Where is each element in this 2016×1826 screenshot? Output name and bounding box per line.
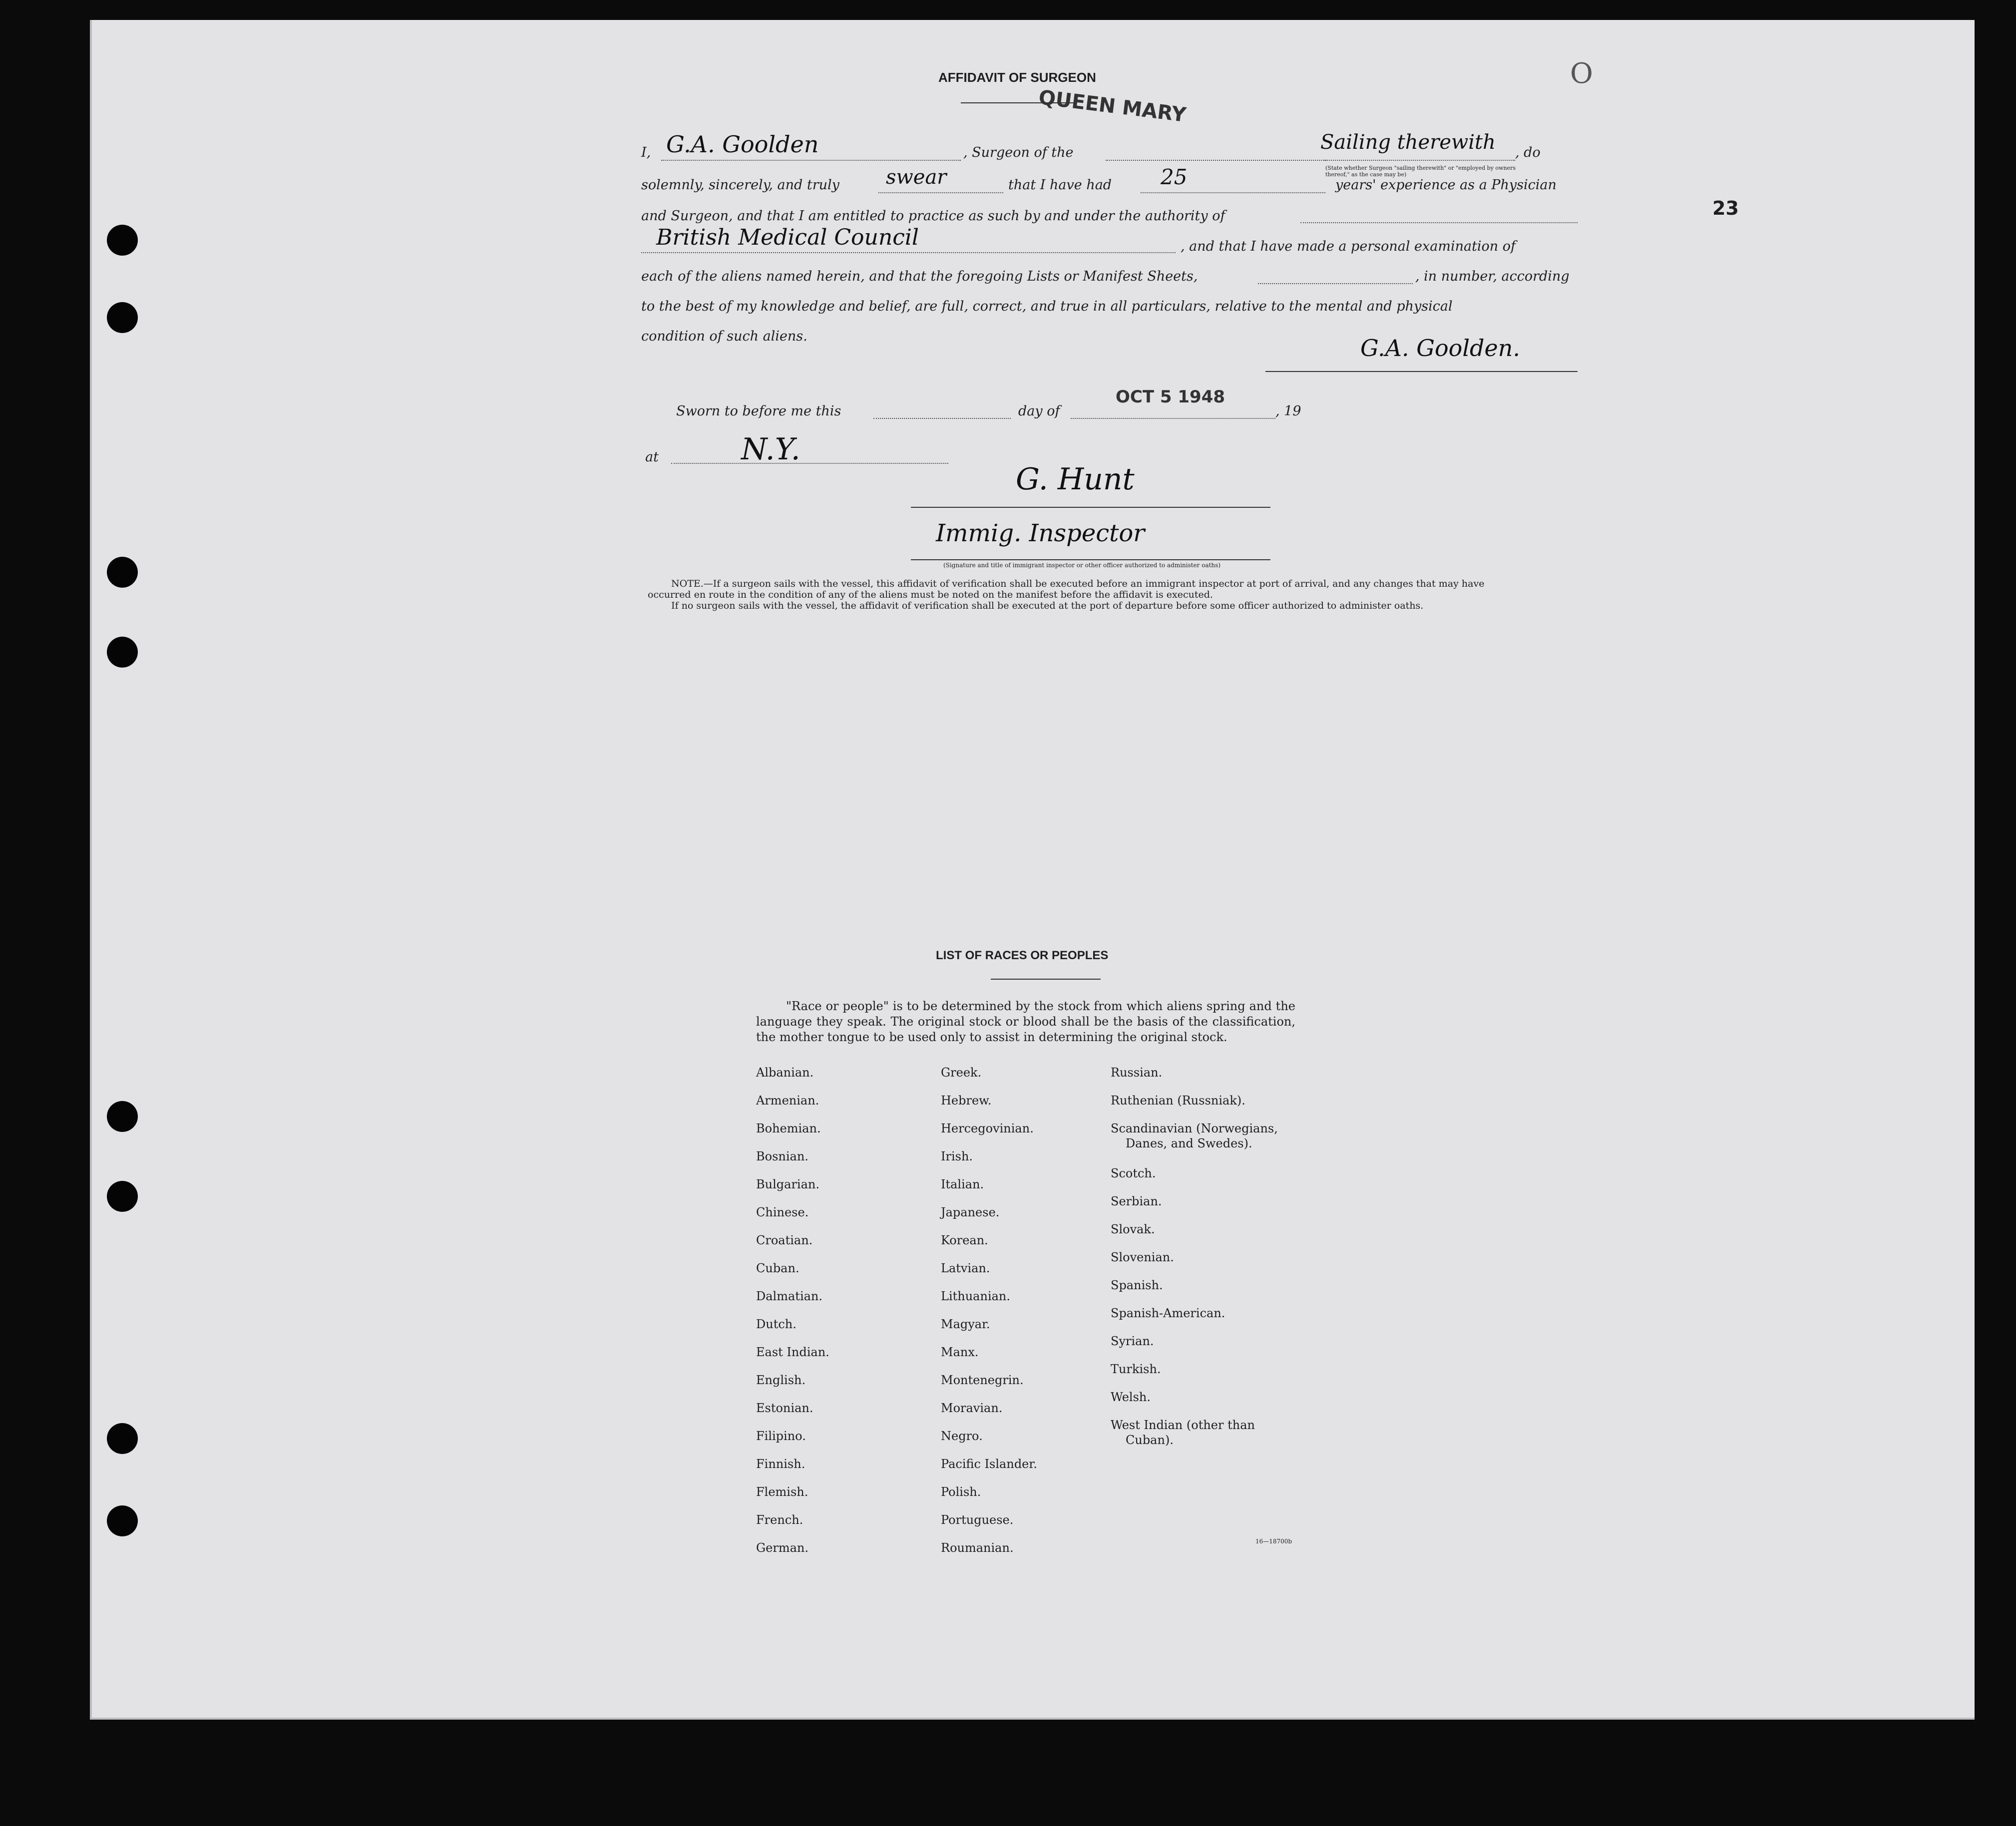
race-item: Flemish. bbox=[756, 1485, 808, 1499]
form-number: 16—18700b bbox=[1255, 1538, 1292, 1545]
oath-field bbox=[878, 192, 1003, 193]
race-item: Spanish-American. bbox=[1111, 1306, 1225, 1320]
race-item-line: Scandinavian (Norwegians, bbox=[1111, 1121, 1278, 1135]
corner-mark: O bbox=[1570, 57, 1593, 90]
race-item: Finnish. bbox=[756, 1457, 806, 1471]
race-item-line: Danes, and Swedes). bbox=[1126, 1136, 1252, 1150]
race-item: Filipino. bbox=[756, 1429, 806, 1443]
officer-signature: G. Hunt bbox=[1016, 462, 1135, 497]
authority-value: British Medical Council bbox=[656, 225, 919, 250]
race-item: Polish. bbox=[941, 1485, 981, 1499]
surgeon-name-field bbox=[661, 160, 961, 161]
status-field bbox=[1325, 160, 1515, 161]
races-column-3 bbox=[1111, 1059, 1278, 1448]
punch-hole bbox=[107, 1101, 138, 1132]
oath-word: swear bbox=[886, 166, 947, 189]
race-item: Montenegrin. bbox=[941, 1373, 1024, 1387]
line2-a: solemnly, sincerely, and truly bbox=[641, 177, 839, 193]
race-item: Japanese. bbox=[941, 1205, 1000, 1219]
line1-mid: , Surgeon of the bbox=[963, 145, 1074, 160]
race-item: Moravian. bbox=[941, 1401, 1003, 1415]
race-item: Slovak. bbox=[1111, 1222, 1155, 1236]
document-page bbox=[90, 20, 1975, 1720]
line6: to the best of my knowledge and belief, are full, correct, and true in all particulars, relative to the mental and physical bbox=[641, 299, 1453, 314]
officer-title: Immig. Inspector bbox=[936, 519, 1145, 547]
race-item: English. bbox=[756, 1373, 806, 1387]
race-item: Spanish. bbox=[1111, 1278, 1163, 1292]
surgeon-signature: G.A. Goolden. bbox=[1360, 335, 1520, 362]
races-title-rule bbox=[991, 979, 1101, 980]
line1-end: , do bbox=[1515, 145, 1541, 160]
punch-hole bbox=[107, 302, 138, 333]
race-item: Slovenian. bbox=[1111, 1250, 1174, 1264]
races-column-1 bbox=[756, 1059, 829, 1562]
surgeon-status: Sailing therewith bbox=[1320, 131, 1496, 154]
race-item: Bulgarian. bbox=[756, 1177, 819, 1191]
note-line1 bbox=[671, 578, 1484, 589]
race-item: Estonian. bbox=[756, 1401, 813, 1415]
line1-prefix: I, bbox=[641, 145, 651, 160]
punch-hole bbox=[107, 557, 138, 588]
race-item: German. bbox=[756, 1541, 808, 1555]
race-item: Syrian. bbox=[1111, 1334, 1154, 1348]
line7: condition of such aliens. bbox=[641, 329, 807, 344]
races-intro: "Race or people" is to be determined by the stock from which aliens spring and the language they speak. The original stock or blood shall be the basis of the classification, the mother tongue to be used only to assist in determining the original stock. bbox=[756, 999, 1295, 1044]
race-item: Russian. bbox=[1111, 1066, 1163, 1080]
affidavit-title: AFFIDAVIT OF SURGEON bbox=[938, 70, 1096, 85]
punch-hole bbox=[107, 1505, 138, 1536]
race-item: Latvian. bbox=[941, 1261, 990, 1275]
authority-field-1 bbox=[1300, 222, 1578, 223]
race-item: Negro. bbox=[941, 1429, 983, 1443]
race-item: Magyar. bbox=[941, 1317, 990, 1331]
sworn-day-field bbox=[873, 418, 1011, 419]
race-item-line: West Indian (other than bbox=[1111, 1418, 1255, 1432]
race-item: Dutch. bbox=[756, 1317, 797, 1331]
place-field bbox=[671, 463, 948, 464]
years-value: 25 bbox=[1161, 165, 1188, 189]
race-item: East Indian. bbox=[756, 1345, 829, 1359]
race-item: Bosnian. bbox=[756, 1149, 808, 1163]
race-item: Roumanian. bbox=[941, 1541, 1014, 1555]
ship-name-stamp: QUEEN MARY bbox=[1037, 86, 1188, 127]
race-item: Cuban. bbox=[756, 1261, 800, 1275]
note-line2: occurred en route in the condition of any of the aliens must be noted on the manifest before the affidavit is executed. bbox=[648, 589, 1213, 600]
race-item: Chinese. bbox=[756, 1205, 809, 1219]
punch-hole bbox=[107, 637, 138, 668]
line5-a: each of the aliens named herein, and that the foregoing Lists or Manifest Sheets, bbox=[641, 269, 1198, 284]
punch-hole bbox=[107, 1423, 138, 1454]
sworn-prefix: Sworn to before me this bbox=[676, 403, 841, 419]
line3: and Surgeon, and that I am entitled to practice as such by and under the authority of bbox=[641, 208, 1225, 224]
sworn-year: , 19 bbox=[1275, 403, 1301, 419]
punch-hole bbox=[107, 1181, 138, 1212]
race-item: Irish. bbox=[941, 1149, 973, 1163]
race-item: Greek. bbox=[941, 1066, 982, 1080]
race-item: Pacific Islander. bbox=[941, 1457, 1037, 1471]
race-item: Bohemian. bbox=[756, 1121, 821, 1135]
status-note: (State whether Surgeon "sailing therewith" or "employed by owners thereof," as the case may be) bbox=[1325, 165, 1516, 178]
race-item: Korean. bbox=[941, 1233, 988, 1247]
race-item: Serbian. bbox=[1111, 1194, 1162, 1208]
race-item: Ruthenian (Russniak). bbox=[1111, 1094, 1245, 1107]
line5-b: , in number, according bbox=[1415, 269, 1570, 284]
races-column-2 bbox=[941, 1059, 1037, 1562]
race-item: Lithuanian. bbox=[941, 1289, 1011, 1303]
race-item: Italian. bbox=[941, 1177, 984, 1191]
ship-field bbox=[1106, 160, 1325, 161]
race-item: Welsh. bbox=[1111, 1390, 1151, 1404]
race-item: French. bbox=[756, 1513, 804, 1527]
signature-rule bbox=[1265, 371, 1578, 372]
line4-end: , and that I have made a personal examination of bbox=[1181, 239, 1516, 254]
at-label: at bbox=[645, 449, 659, 465]
officer-caption: (Signature and title of immigrant inspector or other officer authorized to administer oaths) bbox=[943, 562, 1220, 569]
race-item: Dalmatian. bbox=[756, 1289, 823, 1303]
race-item-line: Cuban). bbox=[1126, 1433, 1174, 1447]
place-value: N.Y. bbox=[741, 432, 801, 467]
race-item: Armenian. bbox=[756, 1094, 819, 1107]
line2-c: years' experience as a Physician bbox=[1335, 177, 1557, 193]
note-text-1: —If a surgeon sails with the vessel, this affidavit of verification shall be executed before an immigrant inspector at port of arrival, and any changes that may have bbox=[703, 578, 1485, 589]
race-item: Albanian. bbox=[756, 1066, 814, 1080]
authority-field-2 bbox=[641, 252, 1176, 253]
race-item: Hercegovinian. bbox=[941, 1121, 1034, 1135]
race-item: Turkish. bbox=[1111, 1362, 1161, 1376]
punch-hole bbox=[107, 225, 138, 256]
race-item: Portuguese. bbox=[941, 1513, 1014, 1527]
date-stamp: OCT 5 1948 bbox=[1116, 387, 1225, 407]
officer-title-rule bbox=[911, 559, 1270, 560]
sworn-day-label: day of bbox=[1018, 403, 1060, 419]
race-item bbox=[1111, 1114, 1278, 1159]
surgeon-name: G.A. Goolden bbox=[666, 131, 819, 158]
note-label: NOTE. bbox=[671, 578, 704, 589]
races-title: LIST OF RACES OR PEOPLES bbox=[936, 949, 1109, 962]
line2-b: that I have had bbox=[1008, 177, 1112, 193]
race-item bbox=[1111, 1411, 1278, 1448]
sheets-count-field bbox=[1258, 283, 1413, 284]
note-line3: If no surgeon sails with the vessel, the affidavit of verification shall be executed at the port of departure before some officer authorized to administer oaths. bbox=[671, 600, 1424, 611]
race-item: Manx. bbox=[941, 1345, 979, 1359]
race-item: Scotch. bbox=[1111, 1166, 1156, 1180]
page-number: 23 bbox=[1712, 197, 1739, 219]
officer-signature-rule bbox=[911, 507, 1270, 508]
sworn-month-field bbox=[1071, 418, 1275, 419]
years-field bbox=[1141, 192, 1325, 193]
race-item: Hebrew. bbox=[941, 1094, 992, 1107]
race-item: Croatian. bbox=[756, 1233, 813, 1247]
